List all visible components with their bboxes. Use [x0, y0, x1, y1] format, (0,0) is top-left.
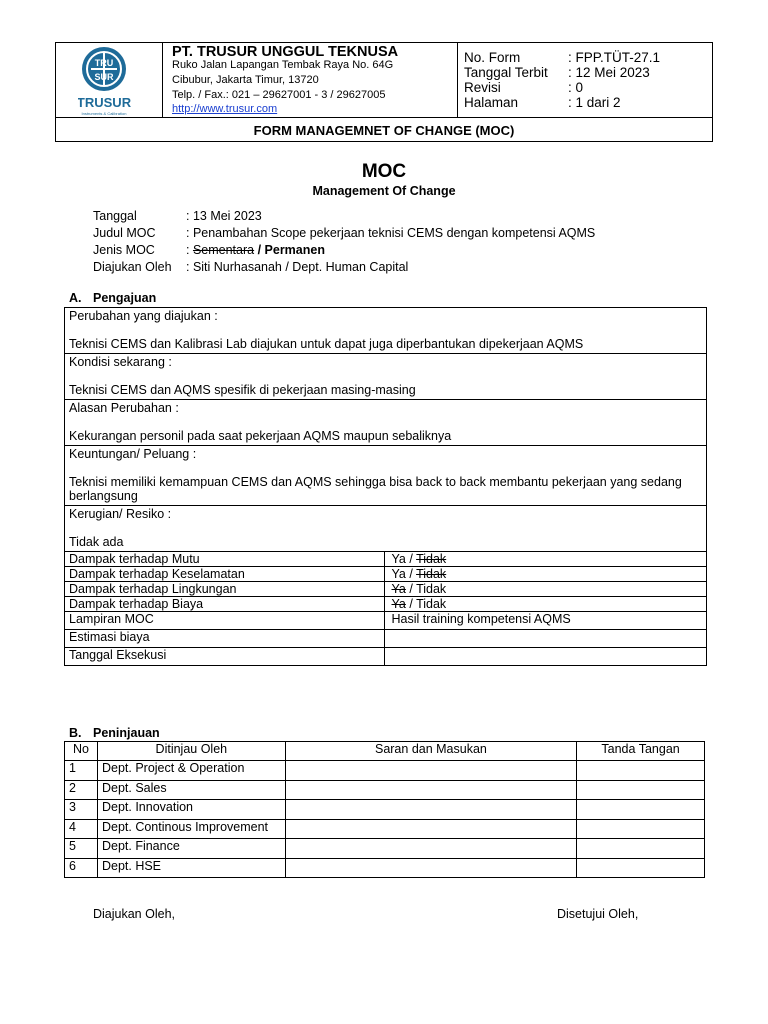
logo-badge-top: TRU: [94, 58, 114, 68]
review-feedback-field[interactable]: [285, 780, 576, 800]
doc-title: MOC: [361, 161, 407, 182]
impact-label: Dampak terhadap Biaya: [65, 597, 385, 612]
review-signature-field[interactable]: [577, 819, 705, 839]
impact-ya: Ya: [391, 597, 406, 611]
proposal-block-text: Teknisi CEMS dan AQMS spesifik di pekerjaan masing-masing: [69, 383, 416, 397]
impact-ya: Ya: [391, 582, 406, 596]
jenis-sementara-struck: Sementara: [192, 243, 255, 257]
impact-separator: /: [405, 552, 417, 566]
proposal-block-row: [65, 354, 707, 400]
section-a-letter: A.: [69, 291, 82, 305]
review-column-header: Tanda Tangan: [577, 742, 705, 761]
review-row: [65, 819, 705, 839]
impact-separator: /: [405, 582, 417, 596]
spacer: [69, 369, 702, 383]
form-title: FORM MANAGEMNET OF CHANGE (MOC): [253, 123, 515, 138]
proposal-block-cell: [65, 354, 707, 400]
review-dept: Dept. HSE: [97, 858, 285, 878]
impact-tidak: Tidak: [416, 552, 447, 566]
review-signature-field[interactable]: [577, 858, 705, 878]
detail-row: [65, 648, 707, 666]
section-a-heading: Pengajuan: [93, 291, 157, 305]
company-address-1: Ruko Jalan Lapangan Tembak Raya No. 64G: [172, 59, 394, 71]
meta-diajukan-label: Diajukan Oleh: [93, 260, 172, 274]
proposal-block-label: Perubahan yang diajukan :: [69, 309, 218, 323]
doc-subtitle: Management Of Change: [312, 184, 456, 198]
detail-label: Lampiran MOC: [65, 612, 385, 630]
proposal-block-label: Kerugian/ Resiko :: [69, 507, 172, 521]
section-a-table: [64, 307, 707, 666]
review-column-header: Ditinjau Oleh: [97, 742, 285, 761]
form-info-value: : 0: [568, 80, 584, 95]
review-feedback-field[interactable]: [285, 819, 576, 839]
review-no: 6: [65, 858, 98, 878]
review-signature-field[interactable]: [577, 780, 705, 800]
logo-text: TRUSUR: [78, 95, 132, 110]
meta-jenis-value: [186, 243, 325, 257]
review-dept: Dept. Innovation: [97, 800, 285, 820]
detail-row: [65, 612, 707, 630]
company-address-2: Cibubur, Jakarta Timur, 13720: [172, 74, 319, 86]
detail-value: Hasil training kompetensi AQMS: [384, 612, 707, 630]
impact-row: [65, 552, 707, 567]
company-phone: Telp. / Fax.: 021 – 29627001 - 3 / 29627005: [172, 89, 386, 101]
form-info-label: No. Form: [464, 50, 521, 65]
proposal-block-text: Kekurangan personil pada saat pekerjaan AQMS maupun sebaliknya: [69, 429, 452, 443]
section-b-letter: B.: [69, 726, 82, 740]
review-feedback-field[interactable]: [285, 839, 576, 859]
impact-tidak: Tidak: [416, 597, 447, 611]
form-info-value: : 1 dari 2: [568, 95, 621, 110]
review-signature-field[interactable]: [577, 839, 705, 859]
proposal-block-cell: [65, 308, 707, 354]
impact-tidak: Tidak: [416, 582, 447, 596]
proposal-block-row: [65, 506, 707, 552]
detail-value: [384, 648, 707, 666]
proposal-block-row: [65, 446, 707, 506]
review-row: [65, 761, 705, 781]
proposal-block-cell: [65, 400, 707, 446]
review-no: 2: [65, 780, 98, 800]
submitted-by-label: Diajukan Oleh,: [93, 907, 175, 921]
company-name: PT. TRUSUR UNGGUL TEKNUSA: [172, 44, 399, 60]
jenis-colon: :: [186, 243, 193, 257]
proposal-block-label: Alasan Perubahan :: [69, 401, 179, 415]
proposal-block-label: Keuntungan/ Peluang :: [69, 447, 197, 461]
form-info-label: Tanggal Terbit: [464, 65, 548, 80]
review-no: 5: [65, 839, 98, 859]
spacer: [69, 415, 702, 429]
review-row: [65, 780, 705, 800]
impact-choice: [384, 582, 707, 597]
impact-row: [65, 597, 707, 612]
spacer: [69, 461, 702, 475]
form-info-label: Halaman: [464, 95, 519, 110]
proposal-block-text: Tidak ada: [69, 535, 124, 549]
jenis-permanen: / Permanen: [254, 243, 325, 257]
impact-label: Dampak terhadap Mutu: [65, 552, 385, 567]
review-dept: Dept. Finance: [97, 839, 285, 859]
review-dept: Dept. Sales: [97, 780, 285, 800]
review-table-header: [65, 742, 705, 761]
meta-tanggal-value: : 13 Mei 2023: [186, 209, 262, 223]
detail-value: [384, 630, 707, 648]
form-info-label: Revisi: [464, 80, 501, 95]
impact-tidak: Tidak: [416, 567, 447, 581]
impact-separator: /: [405, 567, 417, 581]
review-feedback-field[interactable]: [285, 800, 576, 820]
review-feedback-field[interactable]: [285, 761, 576, 781]
company-logo: [78, 44, 134, 119]
spacer: [69, 521, 702, 535]
proposal-block-row: [65, 308, 707, 354]
review-feedback-field[interactable]: [285, 858, 576, 878]
impact-choice: [384, 597, 707, 612]
impact-label: Dampak terhadap Lingkungan: [65, 582, 385, 597]
detail-label: Tanggal Eksekusi: [65, 648, 385, 666]
impact-label: Dampak terhadap Keselamatan: [65, 567, 385, 582]
impact-choice: [384, 567, 707, 582]
impact-choice: [384, 552, 707, 567]
review-column-header: No: [65, 742, 98, 761]
form-info-value: : FPP.TÜT-27.1: [568, 50, 661, 65]
spacer: [69, 323, 702, 337]
impact-row: [65, 567, 707, 582]
impact-ya: Ya: [391, 552, 406, 566]
review-signature-field[interactable]: [577, 800, 705, 820]
review-dept: Dept. Project & Operation: [97, 761, 285, 781]
review-dept: Dept. Continous Improvement: [97, 819, 285, 839]
company-website-link[interactable]: http://www.trusur.com: [172, 103, 278, 115]
header-divider: [55, 117, 713, 118]
impact-separator: /: [405, 597, 417, 611]
form-info-value: : 12 Mei 2023: [568, 65, 650, 80]
detail-label: Estimasi biaya: [65, 630, 385, 648]
detail-row: [65, 630, 707, 648]
review-column-header: Saran dan Masukan: [285, 742, 576, 761]
impact-row: [65, 582, 707, 597]
meta-tanggal-label: Tanggal: [93, 209, 137, 223]
proposal-block-text: Teknisi memiliki kemampuan CEMS dan AQMS sehingga bisa back to back membantu pekerjaan yang sedang berlangsung: [69, 475, 682, 503]
review-no: 3: [65, 800, 98, 820]
review-signature-field[interactable]: [577, 761, 705, 781]
proposal-block-row: [65, 400, 707, 446]
review-table: [64, 741, 705, 878]
proposal-block-cell: [65, 506, 707, 552]
meta-judul-value: : Penambahan Scope pekerjaan teknisi CEMS dengan kompetensi AQMS: [186, 226, 596, 240]
review-no: 1: [65, 761, 98, 781]
proposal-block-label: Kondisi sekarang :: [69, 355, 172, 369]
review-no: 4: [65, 819, 98, 839]
logo-badge-bottom: SUR: [94, 72, 114, 82]
meta-jenis-label: Jenis MOC: [93, 243, 155, 257]
logo-subtext: Instruments & Calibration: [81, 111, 127, 116]
meta-judul-label: Judul MOC: [93, 226, 156, 240]
meta-diajukan-value: : Siti Nurhasanah / Dept. Human Capital: [186, 260, 409, 274]
review-row: [65, 839, 705, 859]
section-b-heading: Peninjauan: [93, 726, 160, 740]
review-row: [65, 858, 705, 878]
review-row: [65, 800, 705, 820]
approved-by-label: Disetujui Oleh,: [557, 907, 639, 921]
proposal-block-text: Teknisi CEMS dan Kalibrasi Lab diajukan untuk dapat juga diperbantukan dipekerjaan AQMS: [69, 337, 584, 351]
proposal-block-cell: [65, 446, 707, 506]
impact-ya: Ya: [391, 567, 406, 581]
